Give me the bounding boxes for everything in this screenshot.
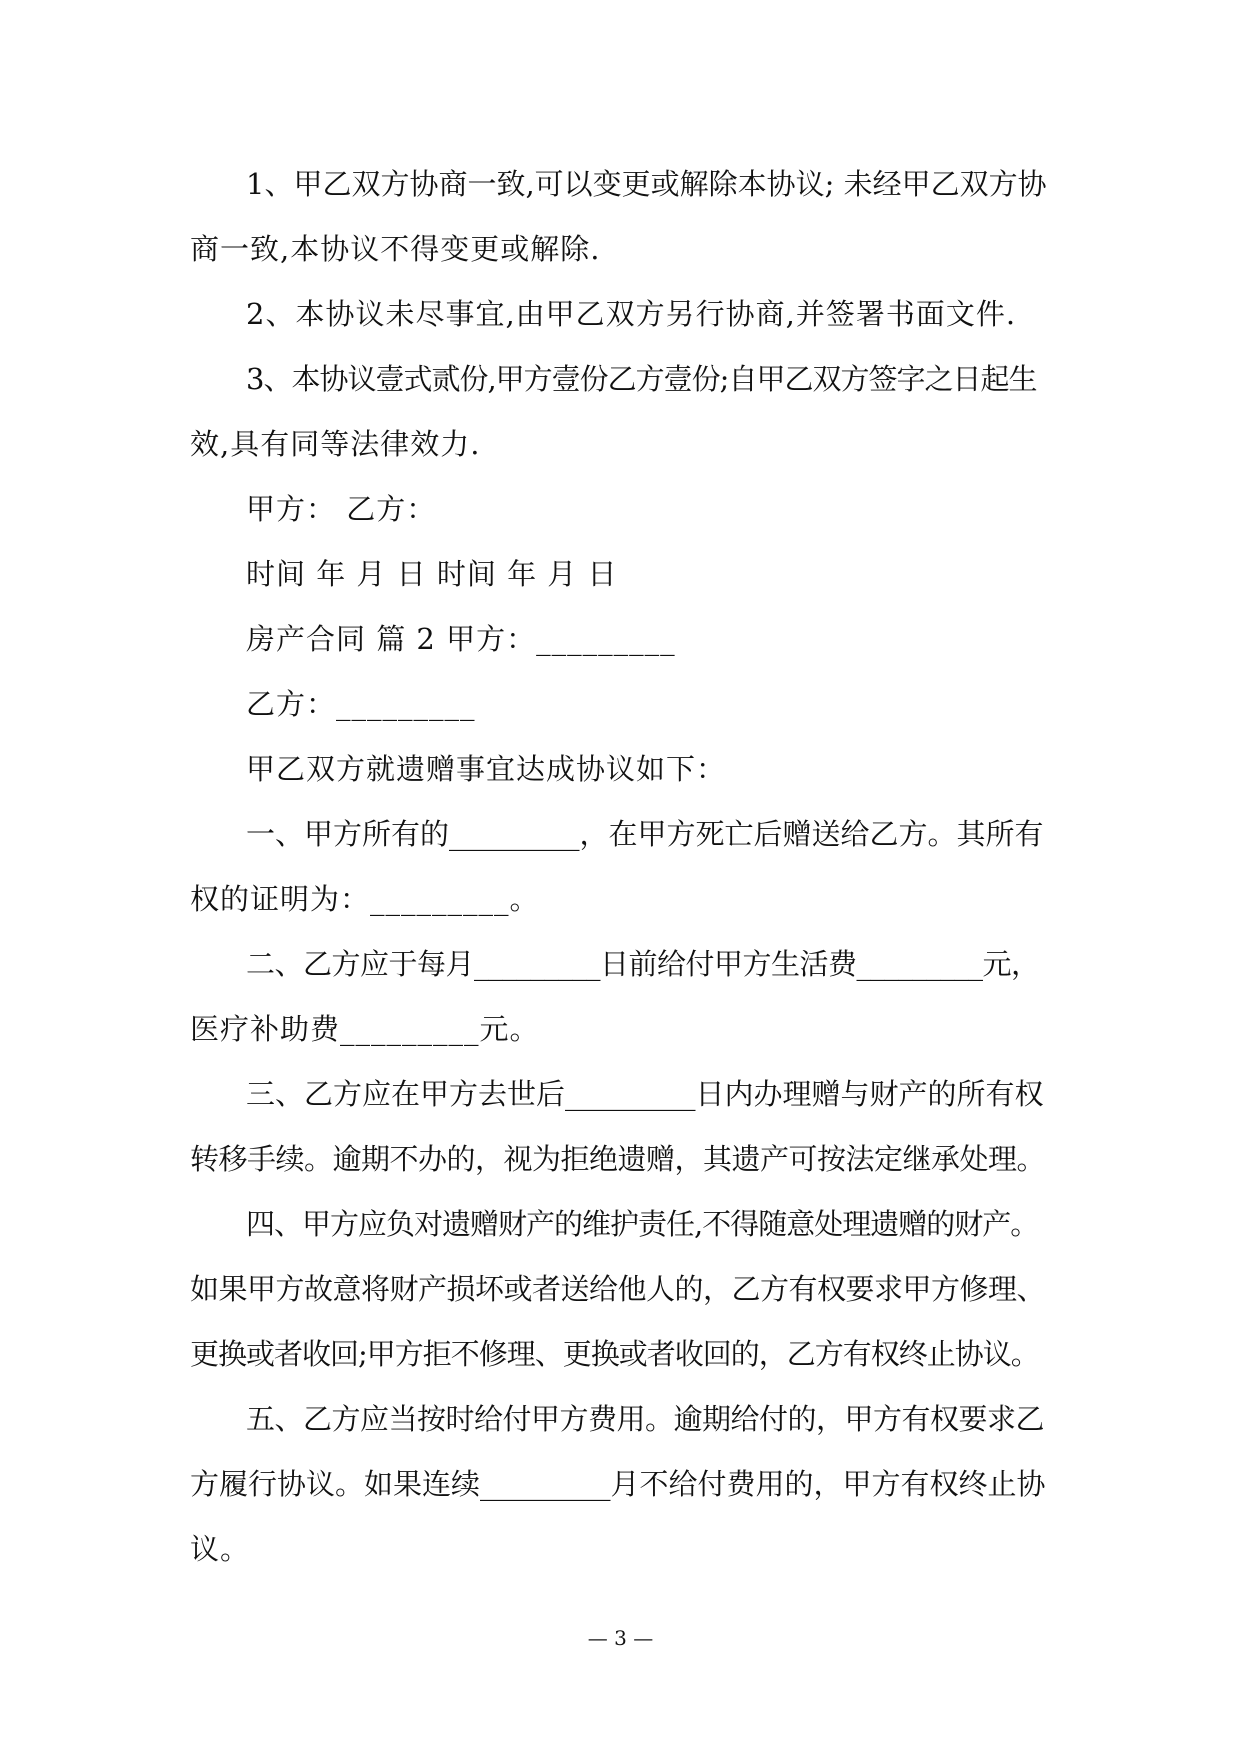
article-1-line-1: 一、甲方所有的_________，在甲方死亡后赠送给乙方。其所有 — [246, 817, 1044, 851]
article-5-line-3: 议。 — [190, 1532, 251, 1566]
clause-1-line-2: 商一致,本协议不得变更或解除. — [190, 232, 601, 266]
article-4-line-1: 四、甲方应负对遗赠财产的维护责任,不得随意处理遗赠的财产。 — [246, 1207, 1039, 1241]
signature-parties: 甲方： 乙方： — [246, 492, 437, 526]
article-5-line-2: 方履行协议。如果连续_________月不给付费用的，甲方有权终止协 — [190, 1467, 1046, 1501]
page-number: — 3 — — [587, 1626, 654, 1650]
clause-2: 2、本协议未尽事宜,由甲乙双方另行协商,并签署书面文件. — [246, 297, 1017, 331]
article-3-line-1: 三、乙方应在甲方去世后_________日内办理赠与财产的所有权 — [246, 1077, 1044, 1111]
article-4-line-3: 更换或者收回;甲方拒不修理、更换或者收回的，乙方有权终止协议。 — [190, 1337, 1039, 1371]
party-b-line: 乙方：_________ — [246, 687, 476, 721]
agreement-intro: 甲乙双方就遗赠事宜达成协议如下： — [246, 752, 727, 786]
clause-1-line-1: 1、甲乙双方协商一致,可以变更或解除本协议; 未经甲乙双方协 — [246, 167, 1047, 201]
article-1-line-2: 权的证明为：_________。 — [190, 882, 540, 916]
article-2-line-1: 二、乙方应于每月_________日前给付甲方生活费_________元， — [246, 947, 1040, 981]
clause-3-line-1: 3、本协议壹式贰份,甲方壹份乙方壹份;自甲乙双方签字之日起生 — [246, 362, 1037, 396]
contract-2-header: 房产合同 篇 2 甲方：_________ — [246, 622, 676, 656]
article-3-line-2: 转移手续。逾期不办的，视为拒绝遗赠，其遗产可按法定继承处理。 — [190, 1142, 1046, 1176]
clause-3-line-2: 效,具有同等法律效力. — [190, 427, 481, 461]
article-2-line-2: 医疗补助费_________元。 — [190, 1012, 540, 1046]
article-4-line-2: 如果甲方故意将财产损坏或者送给他人的，乙方有权要求甲方修理、 — [190, 1272, 1046, 1306]
signature-dates: 时间 年 月 日 时间 年 月 日 — [246, 557, 618, 591]
article-5-line-1: 五、乙方应当按时给付甲方费用。逾期给付的，甲方有权要求乙 — [246, 1402, 1045, 1436]
